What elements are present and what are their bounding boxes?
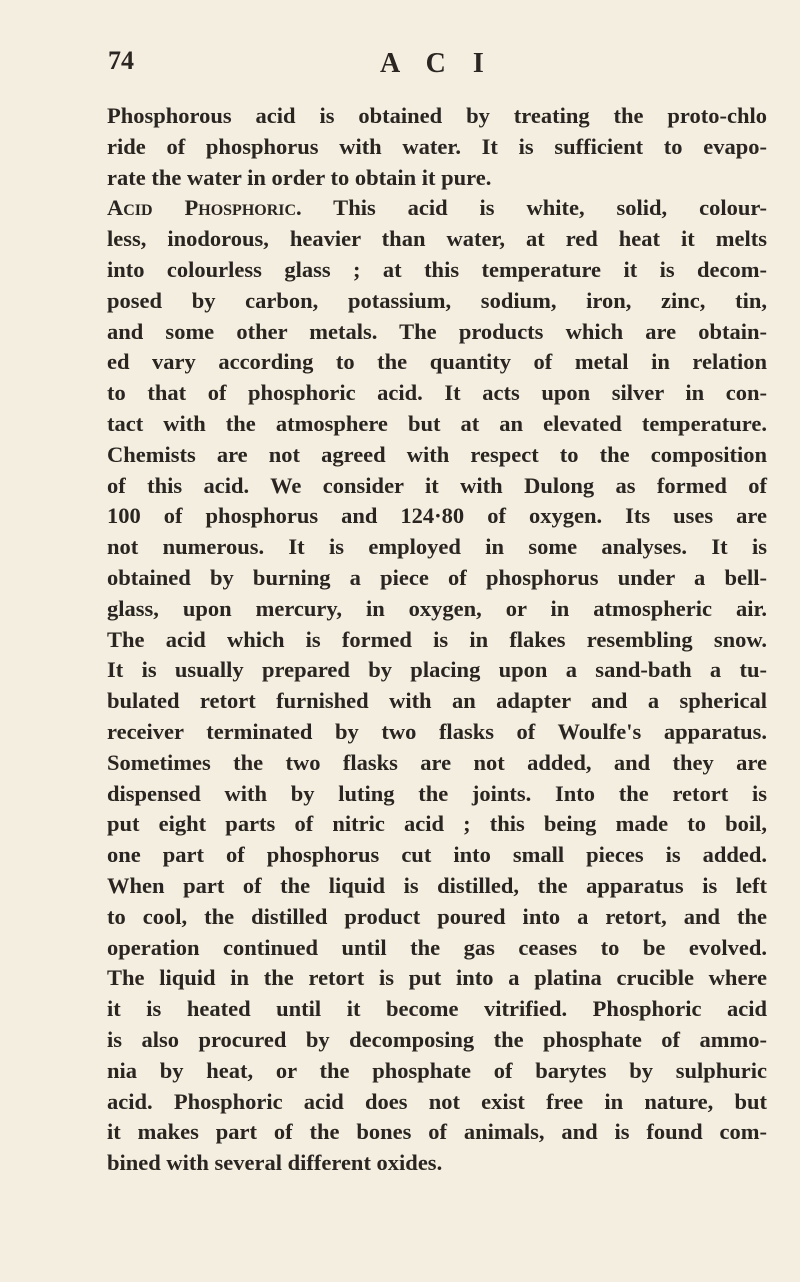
text-line: bulated retort furnished with an adapter and a spherical	[107, 688, 767, 714]
text-line: less, inodorous, heavier than water, at red heat it melts	[107, 226, 767, 252]
text-line: acid. Phosphoric acid does not exist free in nature, but	[107, 1088, 767, 1114]
text-line: It is usually prepared by placing upon a sand-bath a tu-	[107, 657, 767, 683]
text-line: ed vary according to the quantity of metal in relation	[107, 349, 767, 375]
text-line: not numerous. It is employed in some analyses. It is	[107, 534, 767, 560]
text-line: glass, upon mercury, in oxygen, or in atmospheric air.	[107, 595, 767, 621]
text-line: to cool, the distilled product poured into a retort, and the	[107, 903, 767, 929]
text-line: is also procured by decomposing the phosphate of ammo-	[107, 1026, 767, 1052]
text-line: bined with several different oxides.	[107, 1150, 443, 1176]
text-line: it makes part of the bones of animals, and is found com-	[107, 1119, 767, 1145]
text-line: 100 of phosphorus and 124·80 of oxygen. Its uses are	[107, 503, 767, 529]
text-line: ride of phosphorus with water. It is sufficient to evapo-	[107, 133, 767, 159]
text-line: obtained by burning a piece of phosphorus under a bell-	[107, 564, 767, 590]
body-text	[107, 101, 767, 1179]
text-line: put eight parts of nitric acid ; this being made to boil,	[107, 811, 767, 837]
text-line: Phosphorous acid is obtained by treating the proto-chlo	[107, 103, 767, 128]
text-line: posed by carbon, potassium, sodium, iron, zinc, tin,	[107, 287, 767, 313]
text-line: into colourless glass ; at this temperature it is decom-	[107, 256, 767, 282]
text-line: nia by heat, or the phosphate of barytes by sulphuric	[107, 1057, 767, 1083]
text-line: The liquid in the retort is put into a platina crucible where	[107, 965, 767, 991]
text-line: Acid Phosphoric. This acid is white, solid, colour-	[107, 195, 767, 221]
running-head: A C I	[380, 48, 494, 79]
page-number: 74	[108, 46, 134, 75]
text-line: of this acid. We consider it with Dulong as formed of	[107, 472, 767, 498]
text-line: it is heated until it become vitrified. Phosphoric acid	[107, 996, 767, 1022]
text-line: and some other metals. The products which are obtain-	[107, 318, 767, 344]
text-line: rate the water in order to obtain it pure.	[107, 164, 492, 190]
page-header	[0, 46, 800, 86]
text-line: Sometimes the two flasks are not added, and they are	[107, 749, 767, 775]
entry-heading: Acid Phosphoric.	[107, 195, 302, 221]
text-line: receiver terminated by two flasks of Woulfe's apparatus.	[107, 718, 767, 744]
text-line: to that of phosphoric acid. It acts upon silver in con-	[107, 380, 767, 406]
text-line: Chemists are not agreed with respect to the composition	[107, 441, 767, 467]
text-line: tact with the atmosphere but at an elevated temperature.	[107, 410, 767, 436]
text-line: When part of the liquid is distilled, the apparatus is left	[107, 872, 767, 898]
text-line: one part of phosphorus cut into small pieces is added.	[107, 842, 767, 868]
text-line: dispensed with by luting the joints. Into the retort is	[107, 780, 767, 806]
text-line: The acid which is formed is in flakes resembling snow.	[107, 626, 767, 652]
text-line: operation continued until the gas ceases to be evolved.	[107, 934, 767, 960]
